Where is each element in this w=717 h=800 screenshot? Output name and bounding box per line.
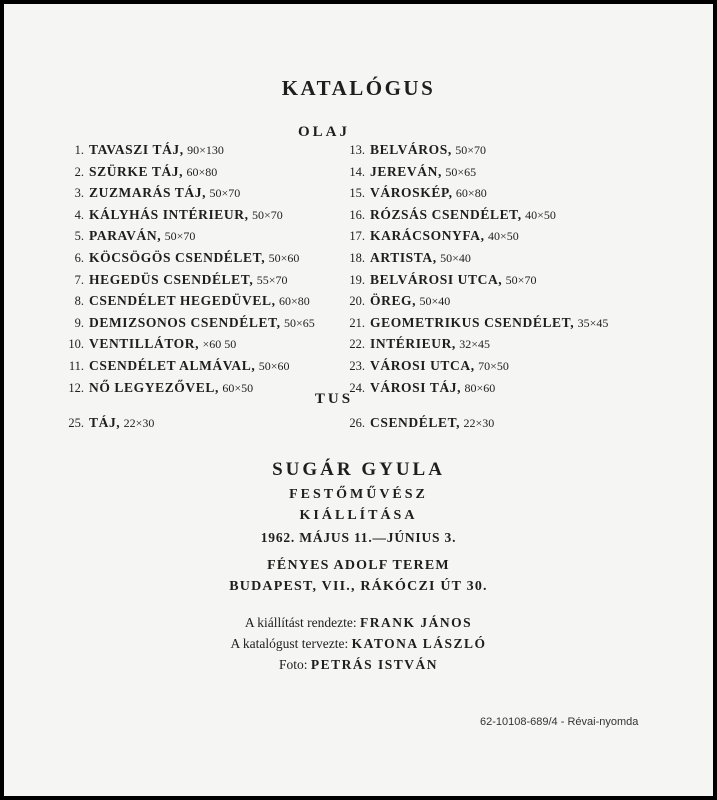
entry-dimensions: 60×80 — [278, 294, 310, 309]
entry-title: NŐ LEGYEZŐVEL, — [89, 379, 219, 395]
entry-number: 9. — [74, 315, 84, 330]
ink-list-left — [50, 412, 154, 434]
entry-number: 10. — [68, 337, 84, 352]
catalog-entry — [50, 355, 315, 377]
entry-number: 26. — [349, 416, 365, 430]
artist-name: SUGÁR GYULA — [272, 459, 445, 480]
entry-dimensions: 32×45 — [459, 337, 491, 352]
entry-dimensions: 90×130 — [187, 143, 224, 157]
entry-title: DEMIZSONOS CSENDÉLET, — [89, 314, 281, 330]
entry-title: JEREVÁN, — [370, 163, 442, 179]
entry-title: KÖCSÖGÖS CSENDÉLET, — [89, 249, 266, 265]
catalog-entry — [331, 225, 608, 247]
entry-number: 20. — [349, 294, 365, 309]
entry-title: KÁLYHÁS INTÉRIEUR, — [89, 206, 249, 222]
entry-dimensions: 50×65 — [445, 164, 477, 179]
entry-dimensions: 50×60 — [268, 250, 300, 265]
catalog-entry — [331, 161, 608, 183]
entry-number: 6. — [74, 250, 84, 265]
entry-title: TÁJ, — [89, 415, 121, 430]
entry-number: 2. — [74, 164, 84, 179]
entry-title: HEGEDÜS CSENDÉLET, — [89, 271, 254, 287]
catalog-entry — [331, 333, 608, 355]
entry-dimensions: ×60 50 — [202, 337, 237, 352]
entry-number: 24. — [349, 380, 365, 395]
catalog-entry — [331, 312, 608, 334]
entry-title: TAVASZI TÁJ, — [89, 142, 184, 157]
catalog-entry — [331, 355, 608, 377]
entry-number: 15. — [349, 186, 365, 201]
entry-number: 19. — [349, 272, 365, 287]
entry-number: 23. — [349, 358, 365, 373]
entry-number: 7. — [74, 272, 84, 287]
credit-organizer — [4, 615, 713, 631]
entry-title: CSENDÉLET ALMÁVAL, — [89, 357, 256, 373]
catalog-entry — [50, 182, 315, 204]
entry-title: CSENDÉLET, — [370, 415, 461, 430]
entry-title: ZUZMARÁS TÁJ, — [89, 185, 207, 201]
page-title: KATALÓGUS — [281, 76, 436, 100]
credit-name: KATONA LÁSZLÓ — [351, 636, 487, 651]
entry-dimensions: 40×50 — [487, 229, 519, 244]
catalog-entry — [50, 269, 315, 291]
entry-title: SZÜRKE TÁJ, — [89, 163, 184, 179]
entry-title: INTÉRIEUR, — [370, 336, 456, 352]
entry-number: 21. — [349, 315, 365, 330]
entry-number: 5. — [74, 229, 84, 244]
credit-name: FRANK JÁNOS — [359, 615, 473, 630]
entry-dimensions: 80×60 — [464, 380, 496, 395]
oil-list-right — [331, 139, 608, 398]
entry-dimensions: 55×70 — [256, 272, 288, 287]
ink-heading: TUS — [314, 391, 354, 407]
entry-dimensions: 50×65 — [284, 315, 315, 330]
entry-title: KARÁCSONYFA, — [370, 228, 485, 244]
catalog-entry — [331, 182, 608, 204]
entry-title: VENTILLÁTOR, — [89, 336, 200, 352]
entry-dimensions: 50×70 — [455, 143, 486, 157]
catalog-entry — [331, 204, 608, 226]
oil-list-left — [50, 139, 315, 398]
entry-dimensions: 50×70 — [251, 207, 283, 222]
catalog-entry — [50, 225, 315, 247]
catalog-entry — [50, 161, 315, 183]
entry-number: 13. — [349, 143, 365, 157]
catalog-entry — [331, 269, 608, 291]
entry-title: ÖREG, — [370, 293, 417, 309]
entry-title: CSENDÉLET HEGEDÜVEL, — [89, 293, 276, 309]
catalog-entry — [50, 312, 315, 334]
entry-number: 4. — [74, 207, 84, 222]
entry-dimensions: 50×70 — [209, 186, 241, 201]
entry-title: VÁROSI TÁJ, — [370, 379, 462, 395]
entry-number: 3. — [74, 186, 84, 201]
entry-number: 12. — [68, 380, 84, 395]
entry-number: 25. — [68, 416, 84, 430]
printer-imprint: 62-10108-689/4 - Révai-nyomda — [480, 716, 639, 728]
entry-title: ARTISTA, — [370, 249, 437, 265]
catalog-entry — [331, 412, 494, 434]
credit-role: Foto: — [278, 657, 308, 672]
entry-dimensions: 50×40 — [440, 250, 471, 265]
catalog-entry — [50, 204, 315, 226]
entry-dimensions: 22×30 — [463, 416, 495, 430]
profession: FESTŐMŰVÉSZ — [289, 487, 428, 502]
entry-dimensions: 70×50 — [478, 358, 509, 373]
entry-number: 17. — [349, 229, 365, 244]
credit-photo — [4, 657, 713, 673]
catalog-entry — [50, 333, 315, 355]
catalog-entry — [331, 247, 608, 269]
entry-number: 8. — [74, 294, 84, 309]
exhibition-label: KIÁLLÍTÁSA — [299, 508, 418, 523]
catalog-page — [4, 4, 713, 796]
entry-title: VÁROSKÉP, — [370, 185, 453, 201]
ink-list-right — [331, 412, 494, 434]
entry-dimensions: 50×60 — [258, 358, 290, 373]
credit-role: A kiállítást rendezte: — [244, 615, 357, 630]
venue: FÉNYES ADOLF TEREM — [267, 558, 450, 573]
catalog-entry — [50, 139, 315, 161]
entry-title: BELVÁROS, — [370, 142, 452, 157]
entry-number: 11. — [68, 358, 84, 373]
exhibition-dates: 1962. MÁJUS 11.—JÚNIUS 3. — [260, 530, 457, 545]
oil-heading: OLAJ — [297, 124, 350, 140]
entry-number: 1. — [74, 143, 84, 157]
catalog-entry — [331, 290, 608, 312]
entry-dimensions: 50×40 — [419, 294, 451, 309]
entry-title: PARAVÁN, — [89, 228, 162, 244]
entry-title: RÓZSÁS CSENDÉLET, — [370, 206, 522, 222]
entry-dimensions: 35×45 — [577, 315, 609, 330]
catalog-entry — [50, 290, 315, 312]
credit-role: A katalógust tervezte: — [230, 636, 349, 651]
entry-title: BELVÁROSI UTCA, — [370, 271, 503, 287]
entry-dimensions: 50×70 — [505, 272, 537, 287]
entry-number: 18. — [349, 250, 365, 265]
entry-dimensions: 60×80 — [186, 164, 218, 179]
address: BUDAPEST, VII., RÁKÓCZI ÚT 30. — [229, 579, 488, 594]
entry-number: 14. — [349, 164, 365, 179]
entry-dimensions: 40×50 — [525, 207, 556, 222]
catalog-entry — [50, 247, 315, 269]
credit-name: PETRÁS ISTVÁN — [310, 657, 439, 672]
entry-dimensions: 60×80 — [455, 186, 487, 201]
credit-designer — [4, 636, 713, 652]
entry-dimensions: 50×70 — [164, 229, 196, 244]
entry-number: 16. — [349, 207, 365, 222]
catalog-entry — [331, 139, 608, 161]
entry-dimensions: 60×50 — [222, 380, 254, 395]
entry-title: VÁROSI UTCA, — [370, 357, 475, 373]
catalog-entry — [50, 412, 154, 434]
entry-dimensions: 22×30 — [123, 416, 155, 430]
entry-number: 22. — [349, 337, 365, 352]
entry-title: GEOMETRIKUS CSENDÉLET, — [370, 314, 575, 330]
